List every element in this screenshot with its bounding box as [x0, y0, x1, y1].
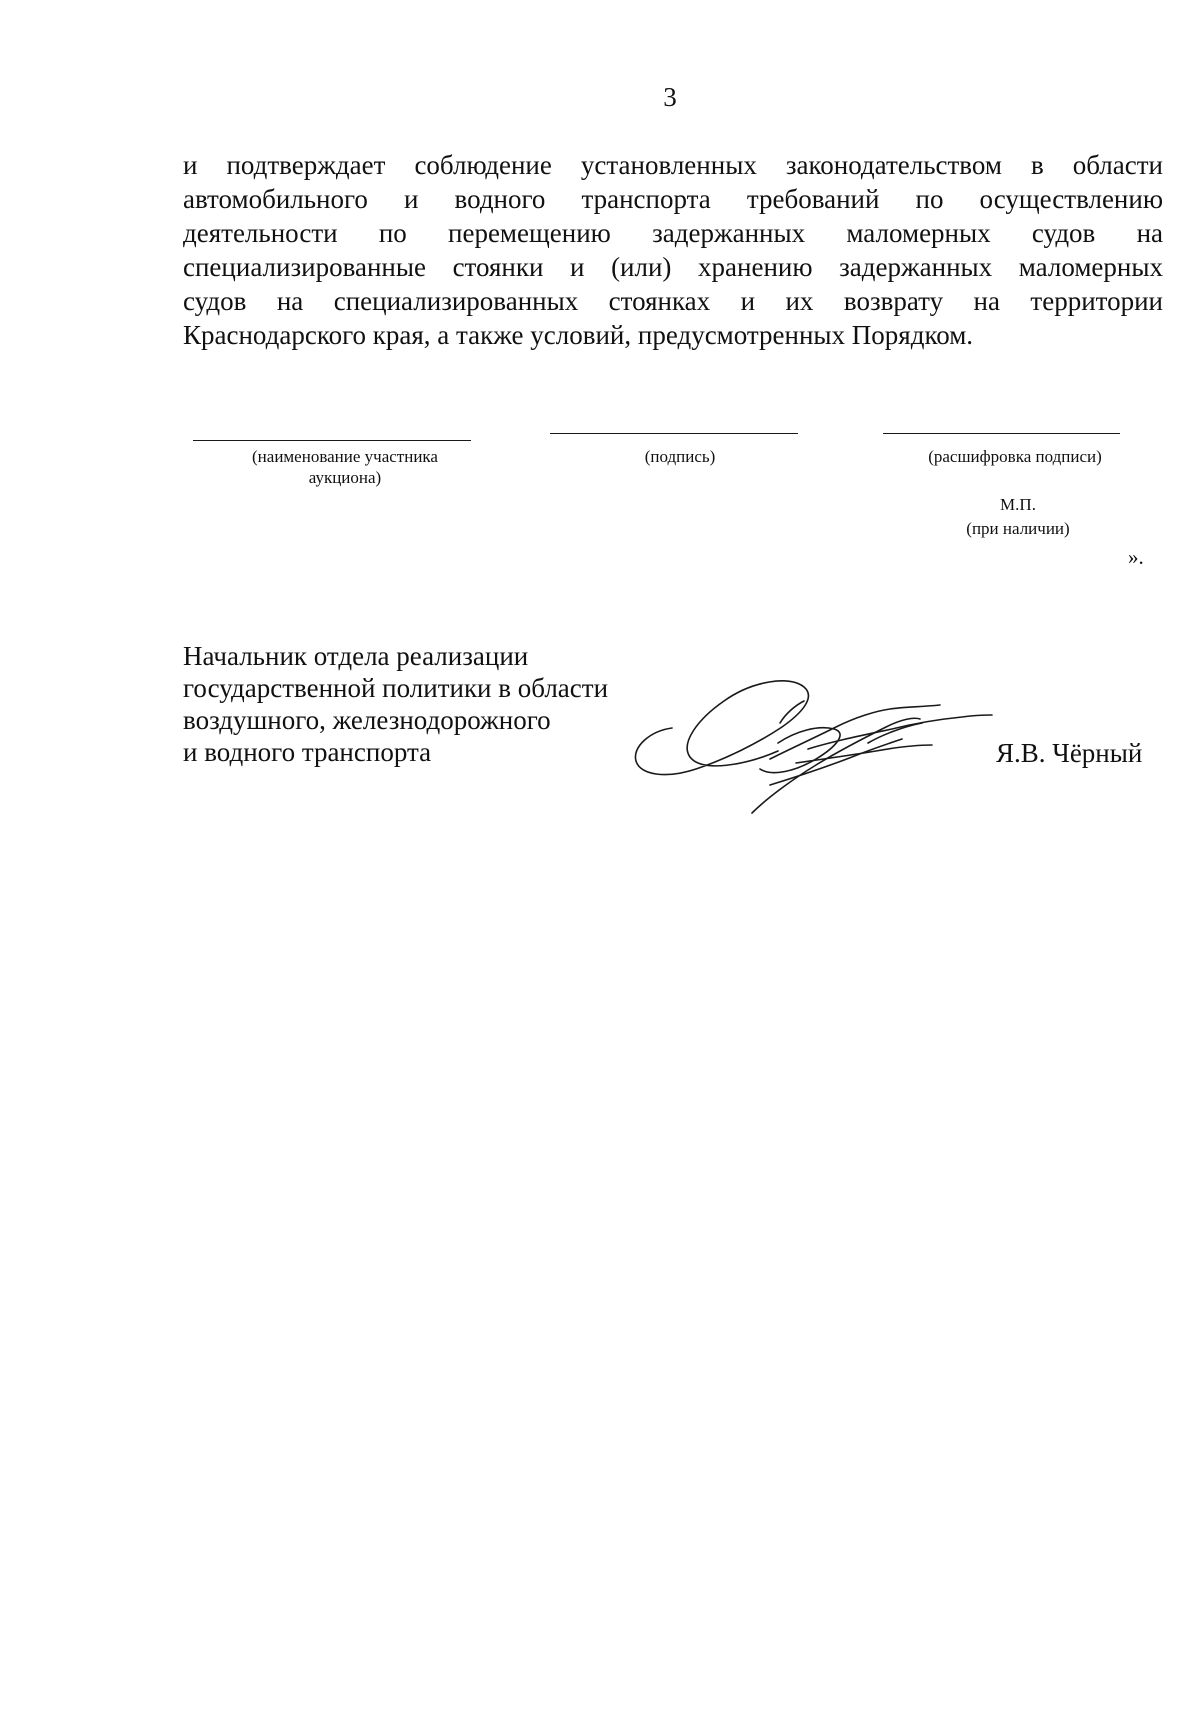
seal-label: М.П.: [1000, 495, 1036, 514]
handwritten-signature: [620, 665, 1000, 815]
body-line: специализированные стоянки и (или) хранению задержанных маломерных: [183, 252, 1163, 282]
signer-name: Я.В. Чёрный: [996, 738, 1143, 768]
signer-position-line: Начальник отдела реализации: [183, 641, 529, 671]
participant-caption: [205, 446, 485, 488]
signer-position-line: и водного транспорта: [183, 737, 432, 767]
decoding-caption: (расшифровка подписи): [928, 447, 1102, 466]
signature-caption: (подпись): [644, 447, 716, 466]
closing-quote: ».: [1128, 545, 1144, 569]
seal-note: (при наличии): [966, 519, 1070, 538]
signer-position-line: государственной политики в области: [183, 673, 609, 703]
body-line: деятельности по перемещению задержанных маломерных судов на: [183, 218, 1163, 248]
page-number: 3: [663, 82, 677, 112]
body-line: Краснодарского края, а также условий, предусмотренных Порядком.: [183, 320, 974, 350]
body-line: судов на специализированных стоянках и их возврату на территории: [183, 286, 1163, 316]
participant-caption-line: аукциона): [308, 468, 382, 487]
body-paragraph: [183, 148, 1163, 352]
signer-position-line: воздушного, железнодорожного: [183, 705, 551, 735]
participant-name-line: [193, 440, 471, 441]
signature-decoding-line: [883, 433, 1120, 434]
body-line: и подтверждает соблюдение установленных законодательством в области: [183, 150, 1163, 180]
body-line: автомобильного и водного транспорта требований по осуществлению: [183, 184, 1163, 214]
signer-position: [183, 640, 608, 768]
participant-caption-line: (наименование участника: [252, 447, 438, 466]
signature-line: [550, 433, 798, 434]
